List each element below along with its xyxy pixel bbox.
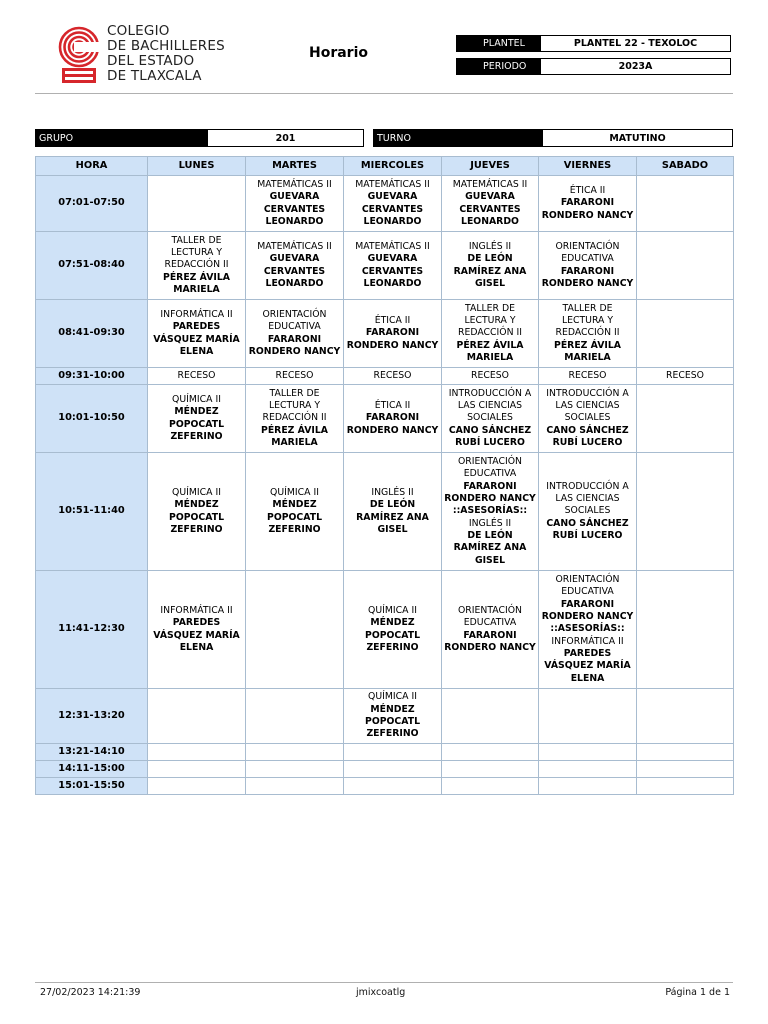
teacher-name: PAREDES VÁSQUEZ MARÍA ELENA [153, 321, 240, 357]
schedule-cell [344, 744, 442, 761]
teacher-name: FARARONI RONDERO NANCY [444, 629, 536, 653]
schedule-cell [246, 744, 344, 761]
teacher-name: GUEVARA CERVANTES LEONARDO [361, 253, 424, 289]
subject-name: INTRODUCCIÓN A LAS CIENCIAS SOCIALES [546, 480, 629, 517]
schedule-cell [246, 761, 344, 778]
schedule-cell [442, 744, 539, 761]
column-header: VIERNES [539, 157, 637, 176]
schedule-row [36, 232, 734, 300]
schedule-cell [148, 744, 246, 761]
subject-name: INFORMÁTICA II [551, 635, 624, 647]
subject-name: INTRODUCCIÓN A LAS CIENCIAS SOCIALES [448, 387, 532, 424]
schedule-cell [539, 761, 637, 778]
schedule-cell [246, 232, 344, 300]
time-slot: 12:31-13:20 [36, 689, 148, 744]
schedule-header-row [36, 157, 734, 176]
subject-name: QUÍMICA II [368, 691, 417, 703]
schedule-cell [344, 176, 442, 232]
teacher-name: MÉNDEZ POPOCATL ZEFERINO [365, 703, 420, 740]
plantel-field [456, 35, 731, 52]
teacher-name: GUEVARA CERVANTES LEONARDO [263, 253, 326, 289]
column-header: MIERCOLES [344, 157, 442, 176]
subject-name: INGLÉS II [468, 517, 512, 529]
time-slot: 08:41-09:30 [36, 300, 148, 368]
subject-name: MATEMÁTICAS II [257, 240, 332, 252]
teacher-name: GUEVARA CERVANTES LEONARDO [459, 191, 521, 227]
schedule-cell [246, 300, 344, 368]
subject-name: ÉTICA II [374, 400, 411, 412]
schedule-cell [344, 778, 442, 795]
teacher-name: FARARONI RONDERO NANCY ::ASESORÍAS:: [541, 598, 634, 635]
teacher-name: FARARONI RONDERO NANCY [248, 333, 341, 357]
teacher-name: MÉNDEZ POPOCATL ZEFERINO [169, 406, 224, 442]
time-slot: 07:51-08:40 [36, 232, 148, 300]
subject-name: MATEMÁTICAS II [257, 178, 332, 190]
subject-name: RECESO [275, 369, 314, 381]
grupo-label: GRUPO [35, 129, 207, 147]
schedule-cell [344, 232, 442, 300]
schedule-cell [539, 300, 637, 368]
subject-name: INFORMÁTICA II [160, 604, 233, 616]
schedule-cell [148, 385, 246, 453]
schedule-cell [442, 453, 539, 571]
schedule-row [36, 761, 734, 778]
teacher-name: MÉNDEZ POPOCATL ZEFERINO [267, 499, 322, 535]
subject-name: MATEMÁTICAS II [355, 178, 430, 190]
schedule-cell [344, 385, 442, 453]
subject-name: QUÍMICA II [270, 486, 319, 498]
periodo-field [456, 58, 731, 75]
schedule-cell [442, 761, 539, 778]
schedule-row [36, 453, 734, 571]
teacher-name: FARARONI RONDERO NANCY ::ASESORÍAS:: [444, 480, 536, 517]
schedule-cell [442, 176, 539, 232]
schedule-cell [246, 176, 344, 232]
subject-name: ORIENTACIÓN EDUCATIVA [457, 604, 522, 629]
column-header: MARTES [246, 157, 344, 176]
schedule-cell [637, 689, 734, 744]
schedule-cell [637, 453, 734, 571]
schedule-cell [246, 571, 344, 689]
schedule-cell [637, 385, 734, 453]
schedule-cell [344, 453, 442, 571]
schedule-row [36, 385, 734, 453]
teacher-name: PAREDES VÁSQUEZ MARÍA ELENA [544, 647, 631, 684]
teacher-name: FARARONI RONDERO NANCY [346, 327, 439, 351]
schedule-row [36, 368, 734, 385]
teacher-name: DE LEÓN RAMÍREZ ANA GISEL [453, 529, 527, 566]
schedule-cell [637, 778, 734, 795]
periodo-value: 2023A [540, 58, 731, 75]
spacer [364, 129, 373, 147]
teacher-name: DE LEÓN RAMÍREZ ANA GISEL [356, 499, 429, 535]
schedule-cell [637, 744, 734, 761]
subject-name: ÉTICA II [569, 185, 606, 197]
schedule-cell [539, 385, 637, 453]
schedule-cell [539, 232, 637, 300]
school-name-line: DEL ESTADO [107, 53, 195, 69]
schedule-cell [539, 176, 637, 232]
subject-name: RECESO [373, 369, 412, 381]
subject-name: ORIENTACIÓN EDUCATIVA [262, 308, 327, 333]
time-slot: 11:41-12:30 [36, 571, 148, 689]
periodo-label: PERIODO [456, 58, 540, 75]
schedule-cell [246, 385, 344, 453]
schedule-row [36, 571, 734, 689]
column-header: LUNES [148, 157, 246, 176]
school-name-line: DE BACHILLERES [107, 38, 225, 54]
group-info-bar [35, 129, 733, 147]
schedule-cell [539, 744, 637, 761]
grupo-value: 201 [207, 129, 364, 147]
school-name-line: DE TLAXCALA [107, 68, 202, 84]
schedule-cell [344, 571, 442, 689]
subject-name: ORIENTACIÓN EDUCATIVA [457, 456, 522, 480]
subject-name: RECESO [177, 369, 216, 381]
schedule-cell [442, 689, 539, 744]
plantel-label: PLANTEL [456, 35, 540, 52]
subject-name: INGLÉS II [468, 240, 512, 252]
time-slot: 09:31-10:00 [36, 368, 148, 385]
subject-name: TALLER DE LECTURA Y REDACCIÓN II [262, 387, 327, 424]
schedule-cell [442, 385, 539, 453]
teacher-name: MÉNDEZ POPOCATL ZEFERINO [365, 617, 420, 653]
subject-name: RECESO [666, 369, 704, 381]
schedule-cell [246, 778, 344, 795]
header-divider [35, 93, 733, 94]
schedule-cell [148, 689, 246, 744]
schedule-row [36, 744, 734, 761]
teacher-name: PÉREZ ÁVILA MARIELA [163, 271, 230, 295]
schedule-cell [442, 571, 539, 689]
print-timestamp: 27/02/2023 14:21:39 [40, 987, 141, 998]
schedule-cell [344, 300, 442, 368]
page-title: Horario [309, 45, 369, 61]
time-slot: 10:01-10:50 [36, 385, 148, 453]
teacher-name: FARARONI RONDERO NANCY [541, 265, 634, 289]
schedule-row [36, 778, 734, 795]
schedule-cell [246, 368, 344, 385]
subject-name: TALLER DE LECTURA Y REDACCIÓN II [555, 302, 620, 339]
schedule-cell [539, 689, 637, 744]
school-name-line: COLEGIO [107, 23, 170, 39]
schedule-cell [246, 689, 344, 744]
footer-divider [35, 982, 733, 983]
subject-name: MATEMÁTICAS II [452, 178, 528, 190]
turno-label: TURNO [373, 129, 542, 147]
schedule-cell [637, 571, 734, 689]
schedule-cell [148, 300, 246, 368]
schedule-cell [442, 300, 539, 368]
page-number: Página 1 de 1 [665, 987, 730, 998]
schedule-cell [148, 232, 246, 300]
schedule-cell [539, 453, 637, 571]
subject-name: TALLER DE LECTURA Y REDACCIÓN II [458, 302, 522, 339]
schedule-cell [344, 368, 442, 385]
schedule-cell [148, 761, 246, 778]
schedule-cell [637, 368, 734, 385]
schedule-cell [539, 778, 637, 795]
subject-name: ORIENTACIÓN EDUCATIVA [555, 574, 620, 598]
time-slot: 07:01-07:50 [36, 176, 148, 232]
schedule-row [36, 689, 734, 744]
teacher-name: PÉREZ ÁVILA MARIELA [261, 424, 328, 448]
schedule-cell [344, 689, 442, 744]
teacher-name: CANO SÁNCHEZ RUBÍ LUCERO [546, 517, 629, 541]
teacher-name: CANO SÁNCHEZ RUBÍ LUCERO [448, 424, 532, 448]
schedule-row [36, 300, 734, 368]
schedule-cell [442, 368, 539, 385]
schedule-cell [637, 761, 734, 778]
teacher-name: PAREDES VÁSQUEZ MARÍA ELENA [153, 617, 240, 653]
teacher-name: FARARONI RONDERO NANCY [346, 412, 439, 436]
subject-name: ORIENTACIÓN EDUCATIVA [555, 240, 620, 265]
teacher-name: MÉNDEZ POPOCATL ZEFERINO [169, 499, 224, 535]
schedule-cell [246, 453, 344, 571]
subject-name: QUÍMICA II [172, 393, 221, 405]
teacher-name: PÉREZ ÁVILA MARIELA [554, 339, 621, 363]
schedule-cell [148, 176, 246, 232]
column-header: HORA [36, 157, 148, 176]
schedule-cell [148, 368, 246, 385]
schedule-cell [148, 571, 246, 689]
plantel-value: PLANTEL 22 - TEXOLOC [540, 35, 731, 52]
teacher-name: GUEVARA CERVANTES LEONARDO [263, 191, 326, 227]
subject-name: INTRODUCCIÓN A LAS CIENCIAS SOCIALES [546, 387, 629, 424]
subject-name: INGLÉS II [371, 486, 414, 498]
teacher-name: CANO SÁNCHEZ RUBÍ LUCERO [546, 424, 629, 448]
time-slot: 13:21-14:10 [36, 744, 148, 761]
column-header: SABADO [637, 157, 734, 176]
teacher-name: PÉREZ ÁVILA MARIELA [456, 339, 524, 363]
teacher-name: DE LEÓN RAMÍREZ ANA GISEL [453, 253, 527, 289]
teacher-name: GUEVARA CERVANTES LEONARDO [361, 191, 424, 227]
schedule-cell [539, 368, 637, 385]
subject-name: ÉTICA II [374, 315, 411, 327]
schedule-cell [148, 453, 246, 571]
school-name [107, 24, 225, 84]
schedule-cell [637, 300, 734, 368]
subject-name: RECESO [568, 369, 607, 381]
schedule-row [36, 176, 734, 232]
schedule-cell [539, 571, 637, 689]
subject-name: QUÍMICA II [172, 486, 221, 498]
schedule-cell [148, 778, 246, 795]
teacher-name: FARARONI RONDERO NANCY [541, 197, 634, 221]
subject-name: TALLER DE LECTURA Y REDACCIÓN II [164, 234, 229, 271]
turno-value: MATUTINO [542, 129, 733, 147]
subject-name: MATEMÁTICAS II [355, 240, 430, 252]
schedule-cell [442, 778, 539, 795]
subject-name: QUÍMICA II [368, 604, 417, 616]
subject-name: RECESO [471, 369, 509, 381]
schedule-cell [442, 232, 539, 300]
printed-by-user: jmixcoatlg [356, 987, 406, 998]
school-logo-icon [58, 24, 104, 84]
schedule-cell [637, 232, 734, 300]
subject-name: INFORMÁTICA II [160, 308, 233, 320]
schedule-cell [637, 176, 734, 232]
schedule-table [35, 156, 734, 795]
schedule-cell [344, 761, 442, 778]
time-slot: 10:51-11:40 [36, 453, 148, 571]
time-slot: 14:11-15:00 [36, 761, 148, 778]
column-header: JUEVES [442, 157, 539, 176]
time-slot: 15:01-15:50 [36, 778, 148, 795]
